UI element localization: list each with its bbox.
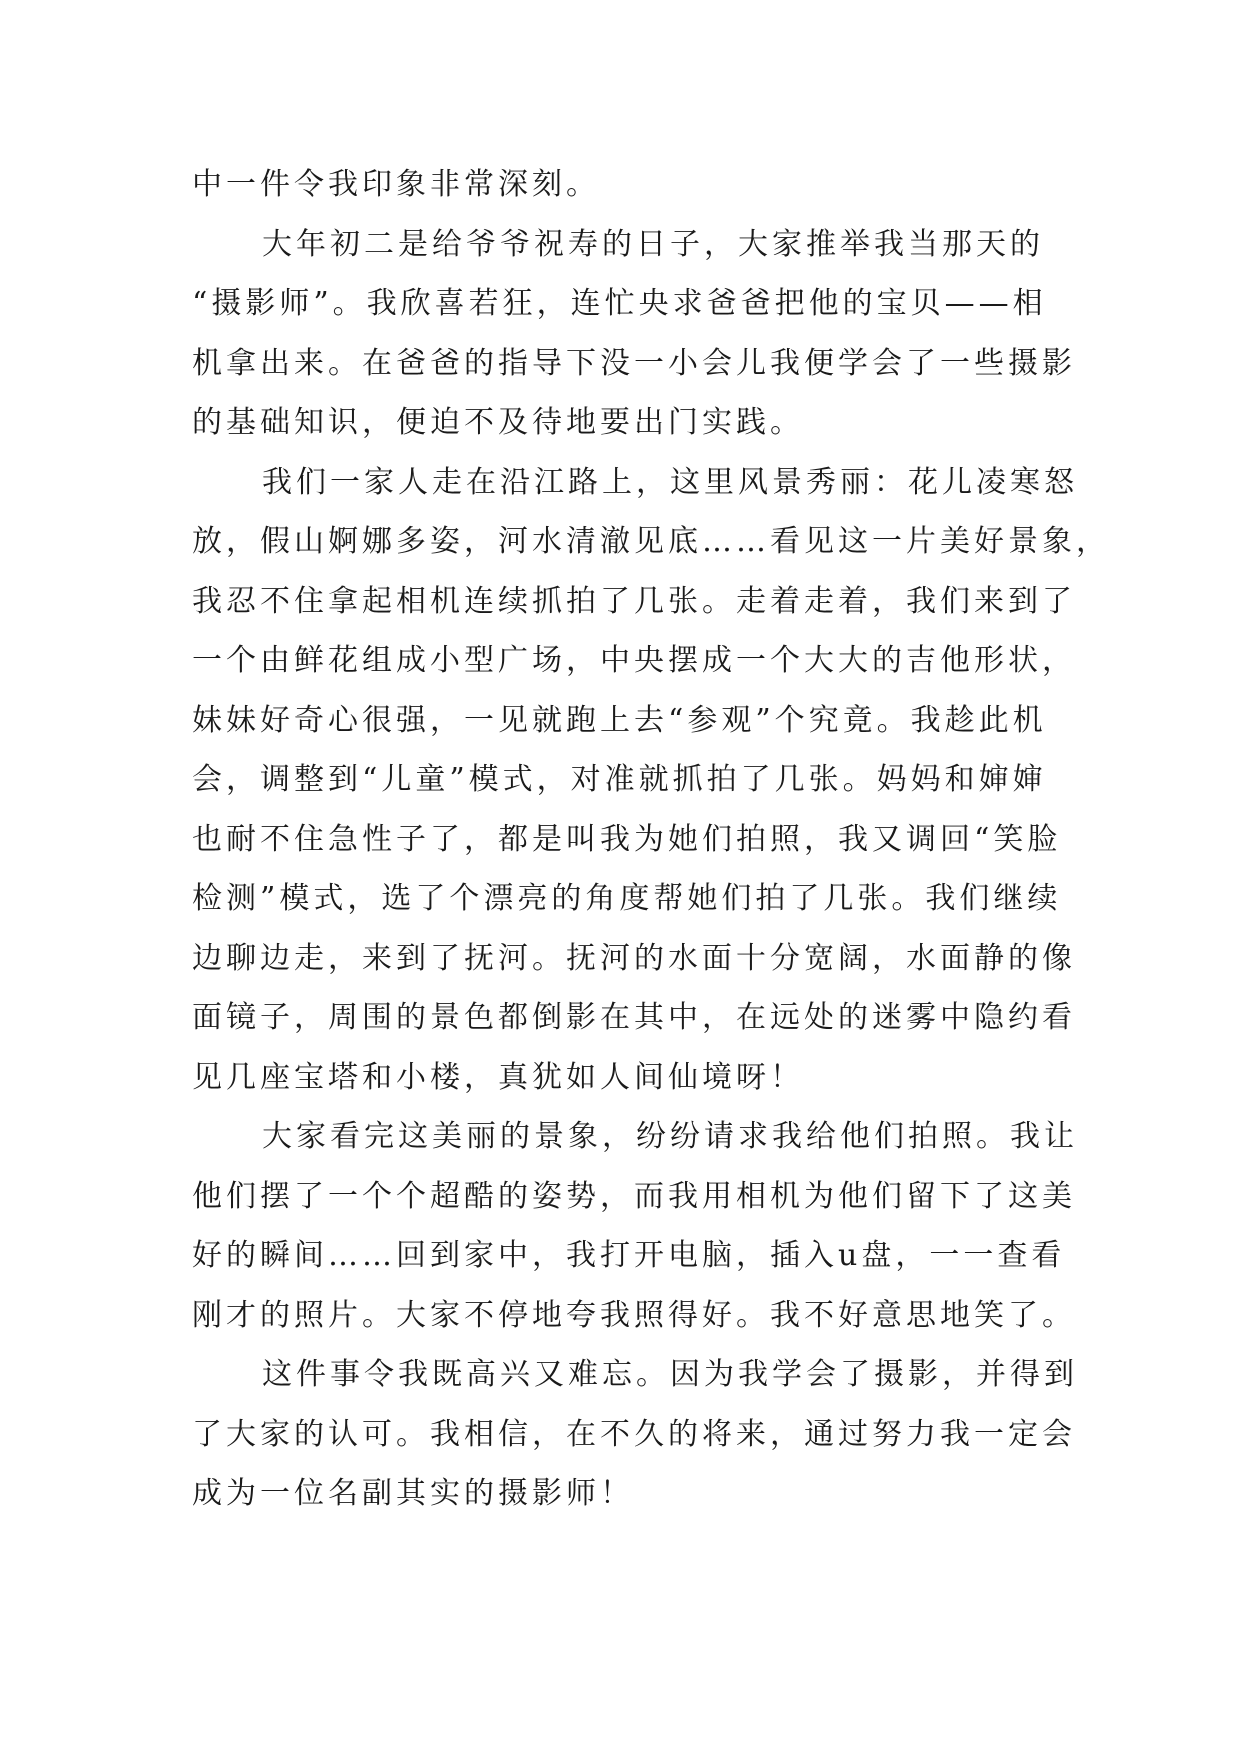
paragraph-start-line: 大家看完这美丽的景象，纷纷请求我给他们拍照。我让	[262, 1119, 1078, 1154]
paragraph-start-line: 大年初二是给爷爷祝寿的日子，大家推举我当那天的	[262, 226, 1044, 262]
text-line: “摄影师”。我欣喜若狂，连忙央求爸爸把他的宝贝——相	[192, 286, 1047, 321]
text-line: 见几座宝塔和小楼，真犹如人间仙境呀！	[192, 1059, 804, 1095]
text-line: 成为一位名副其实的摄影师！	[192, 1476, 634, 1511]
text-line: 了大家的认可。我相信，在不久的将来，通过努力我一定会	[192, 1416, 1076, 1452]
text-line: 好的瞬间……回到家中，我打开电脑，插入u盘，一一查看	[192, 1238, 1066, 1273]
essay-body	[192, 155, 1110, 1524]
text-line: 会，调整到“儿童”模式，对准就抓拍了几张。妈妈和婶婶	[192, 762, 1047, 797]
text-line: 我忍不住拿起相机连续抓拍了几张。走着走着，我们来到了	[192, 583, 1076, 619]
text-line: 妹妹好奇心很强，一见就跑上去“参观”个究竟。我趁此机	[192, 702, 1047, 738]
text-line: 机拿出来。在爸爸的指导下没一小会儿我便学会了一些摄影	[192, 345, 1076, 381]
text-line: 放，假山婀娜多姿，河水清澈见底……看见这一片美好景象，	[192, 524, 1110, 559]
text-line: 检测”模式，选了个漂亮的角度帮她们拍了几张。我们继续	[192, 881, 1062, 916]
paragraph-start-line: 我们一家人走在沿江路上，这里风景秀丽：花儿凌寒怒	[262, 464, 1078, 500]
text-line: 他们摆了一个个超酷的姿势，而我用相机为他们留下了这美	[192, 1178, 1076, 1214]
text-line: 一个由鲜花组成小型广场，中央摆成一个大大的吉他形状，	[192, 643, 1076, 678]
paragraph-start-line: 这件事令我既高兴又难忘。因为我学会了摄影，并得到	[262, 1357, 1078, 1392]
text-line: 的基础知识，便迫不及待地要出门实践。	[192, 405, 804, 440]
text-line: 也耐不住急性子了，都是叫我为她们拍照，我又调回“笑脸	[192, 821, 1062, 857]
text-line: 刚才的照片。大家不停地夸我照得好。我不好意思地笑了。	[192, 1297, 1076, 1333]
text-line: 面镜子，周围的景色都倒影在其中，在远处的迷雾中隐约看	[192, 1000, 1076, 1035]
text-line: 中一件令我印象非常深刻。	[192, 167, 600, 202]
text-line: 边聊边走，来到了抚河。抚河的水面十分宽阔，水面静的像	[192, 940, 1076, 976]
